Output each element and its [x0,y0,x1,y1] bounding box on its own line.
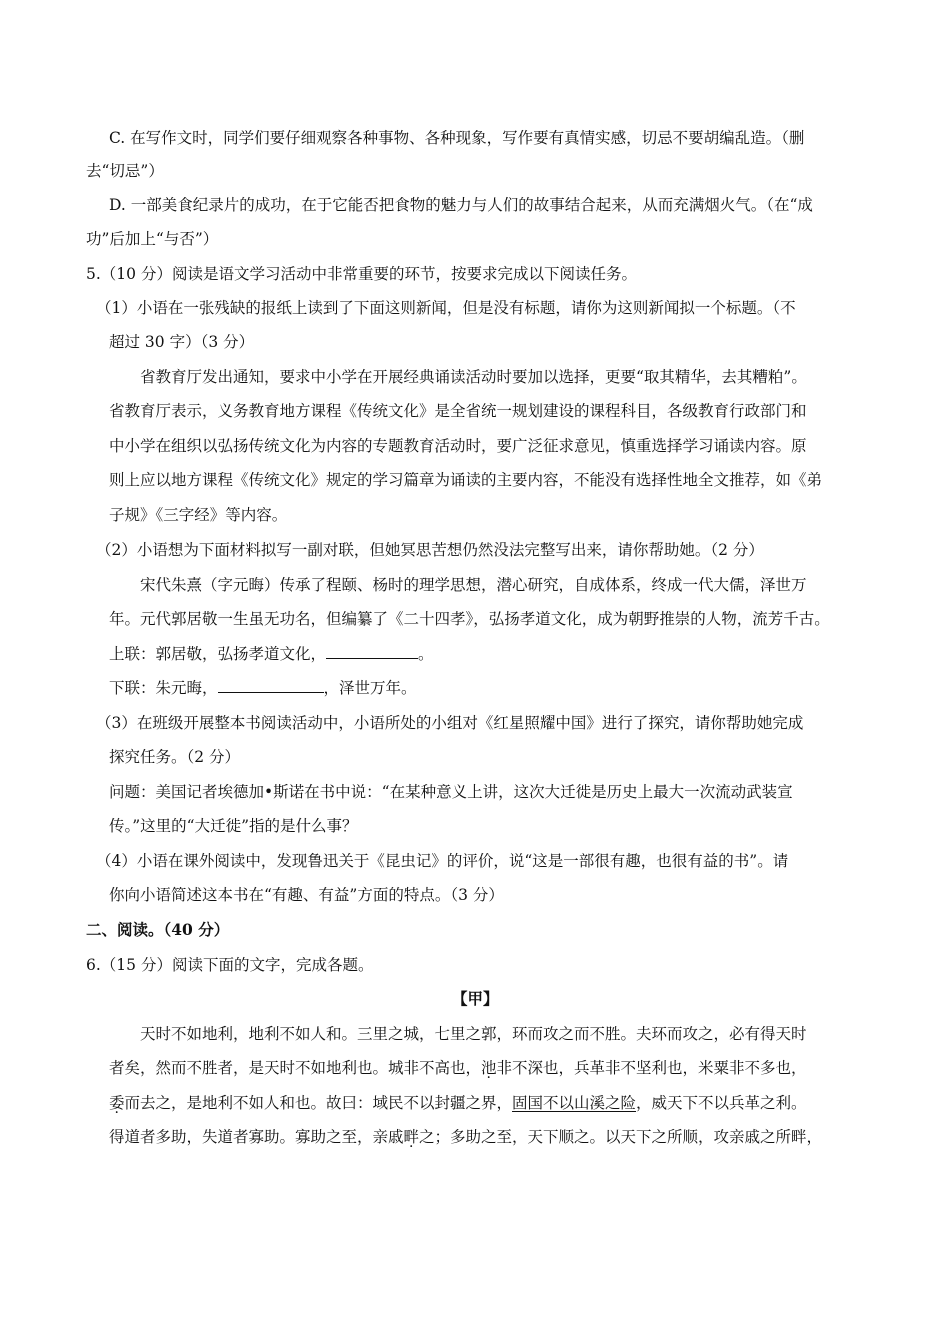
couplet-lower [109,678,417,698]
passage-line2-a: 者矣，然而不胜者，是天时不如地利也。城非不高也， [109,1059,482,1077]
passage-line1: 天时不如地利，地利不如人和。三里之城，七里之郭，环而攻之而不胜。夫环而攻之，必有得天时 [140,1025,807,1043]
option-d-line1: D. 一部美食纪录片的成功，在于它能否把食物的魅力与人们的故事结合起来，从而充满烟火气。（在“成 [109,196,813,214]
couplet-lower-end: ，泽世万年。 [323,679,417,697]
option-d-line2: 功”后加上“与否”） [86,230,219,248]
passage-emphasis-pan: 畔 [403,1128,420,1146]
couplet-upper [109,644,434,664]
problem-line2: 传。”这里的“大迁徙”指的是什么事？ [109,817,358,835]
passage-line3 [109,1093,807,1113]
passage-line3-d: ，威天下不以兵革之利。 [636,1094,807,1112]
sub-3-line1: （3）在班级开展整本书阅读活动中，小语所处的小组对《红星照耀中国》进行了探究，请你帮助她完成 [96,714,804,732]
question-6: 6.（15 分）阅读下面的文字，完成各题。 [86,956,374,974]
sub-1-line1: （1）小语在一张残缺的报纸上读到了下面这则新闻，但是没有标题，请你为这则新闻拟一个标题。（不 [96,299,796,317]
couplet-lower-text: 下联：朱元晦， [109,679,218,697]
couplet-upper-end: 。 [418,645,434,663]
news-line4: 则上应以地方课程《传统文化》规定的学习篇章为诵读的主要内容，不能没有选择性地全文推荐，如《弟 [109,471,823,489]
passage-line3-b: 而去之，是地利不如人和也。故曰：域民不以封疆之界， [124,1094,513,1112]
problem-line1: 问题：美国记者埃德加•斯诺在书中说：“在某种意义上讲，这次大迁徙是历史上最大一次流动武装宣 [109,783,793,801]
passage-line4-a: 得道者多助，失道者寡助。寡助之至，亲戚 [109,1128,404,1146]
passage-emphasis-wei: 委 [109,1094,125,1112]
passage-line4-c: 之；多助之至，天下顺之。以天下之所顺，攻亲戚之所畔， [419,1128,823,1146]
section-2-heading: 二、阅读。（40 分） [86,920,230,939]
option-c-line1: C. 在写作文时，同学们要仔细观察各种事物、各种现象，写作要有真情实感，切忌不要胡编乱造。（删 [109,129,805,147]
sub-2: （2）小语想为下面材料拟写一副对联，但她冥思苦想仍然没法完整写出来，请你帮助她。（2 分） [96,541,764,559]
sub-4-line2: 你向小语简述这本书在“有趣、有益”方面的特点。（3 分） [109,886,504,904]
news-line5: 子规》《三字经》等内容。 [109,506,288,524]
news-line1: 省教育厅发出通知，要求中小学在开展经典诵读活动时要加以选择，更要“取其精华，去其糟粕”。 [140,368,807,386]
passage-line4 [109,1127,822,1147]
material-line1: 宋代朱熹（字元晦）传承了程颐、杨时的理学思想，潜心研究，自成体系，终成一代大儒，泽世万 [140,576,807,594]
option-c-line2: 去“切忌”） [86,162,164,180]
material-line2: 年。元代郭居敬一生虽无功名，但编纂了《二十四孝》，弘扬孝道文化，成为朝野推崇的人物，流芳千古。 [109,610,830,628]
couplet-lower-blank[interactable] [218,678,324,693]
couplet-upper-text: 上联：郭居敬，弘扬孝道文化， [109,645,327,663]
passage-line2 [109,1058,807,1078]
question-5: 5.（10 分）阅读是语文学习活动中非常重要的环节，按要求完成以下阅读任务。 [86,265,637,283]
news-line2: 省教育厅表示，义务教育地方课程《传统文化》是全省统一规划建设的课程科目，各级教育行政部门和 [109,402,807,420]
sub-3-line2: 探究任务。（2 分） [109,748,241,766]
couplet-upper-blank[interactable] [326,644,418,659]
passage-underlined-sentence: 固国不以山溪之险 [512,1094,637,1112]
sub-4-line1: （4）小语在课外阅读中，发现鲁迅关于《昆虫记》的评价，说“这是一部很有趣，也很有益的书”。请 [96,852,789,870]
passage-line2-c: 非不深也，兵革非不坚利也，米粟非不多也， [496,1059,807,1077]
passage-emphasis-chi: 池 [481,1059,497,1077]
passage-jia-title: 【甲】 [452,989,499,1008]
sub-1-line2: 超过 30 字）（3 分） [109,333,255,351]
news-line3: 中小学在组织以弘扬传统文化为内容的专题教育活动时，要广泛征求意见，慎重选择学习诵读内容。原 [109,437,807,455]
